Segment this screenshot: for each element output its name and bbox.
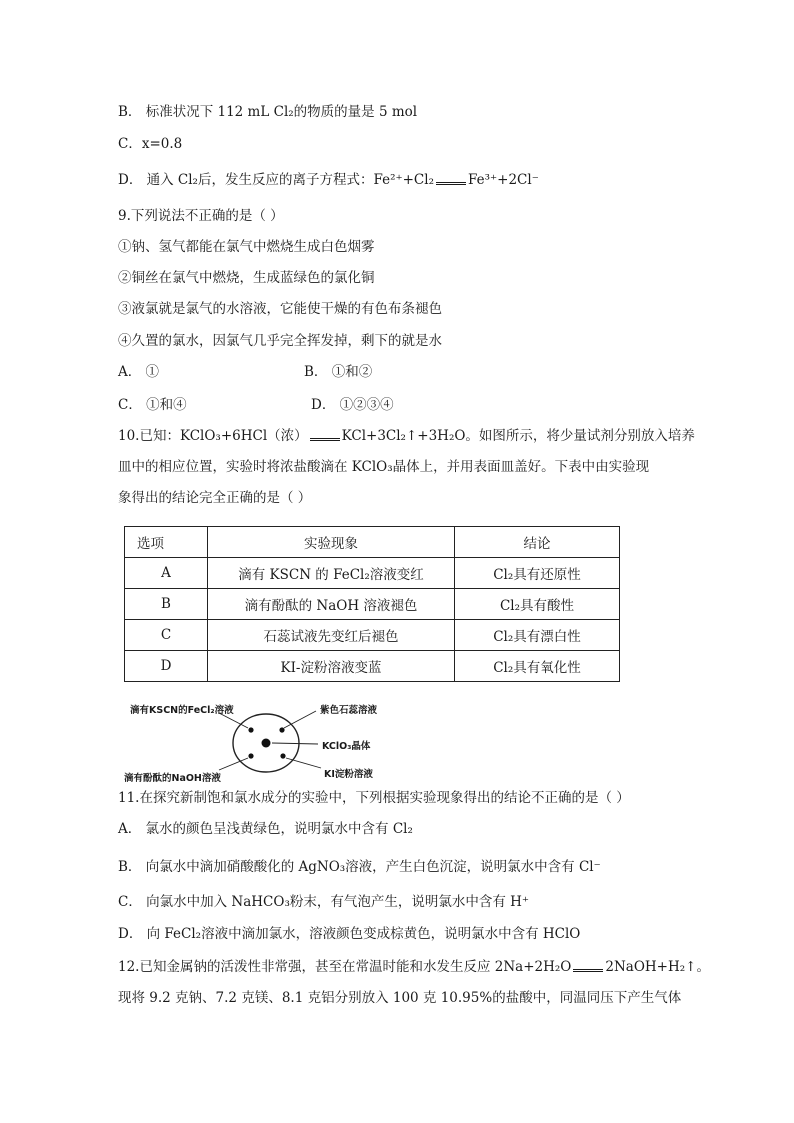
q11-option-c: C． 向氯水中加入 NaHCO₃粉末，有气泡产生，说明氯水中含有 H⁺ xyxy=(118,894,530,910)
equals-sign-icon xyxy=(573,963,603,972)
diagram-label-kscn: 滴有KSCN的FeCl₂溶液 xyxy=(130,705,234,716)
table-row xyxy=(125,589,620,620)
q9-statement-2: ②铜丝在氯气中燃烧，生成蓝绿色的氯化铜 xyxy=(118,270,375,286)
q12-equation-lhs: 12.已知金属钠的活泼性非常强，甚至在常温时能和水发生反应 2Na+2H₂O xyxy=(118,959,572,975)
table-cell: 石蕊试液先变红后褪色 xyxy=(208,620,455,651)
q8-option-d-rhs: Fe³⁺+2Cl⁻ xyxy=(468,172,539,188)
q8-option-d xyxy=(118,171,539,189)
q9-statement-3: ③液氯就是氯气的水溶液，它能使干燥的有色布条褪色 xyxy=(118,301,442,317)
q9-option-d: D． ①②③④ xyxy=(311,397,394,413)
table-cell: Cl₂具有氧化性 xyxy=(455,651,620,682)
q9-stem: 9.下列说法不正确的是（ ） xyxy=(118,208,284,224)
q8-option-c: C．x=0.8 xyxy=(118,136,183,152)
q10-equation-rhs: KCl+3Cl₂↑+3H₂O。如图所示，将少量试剂分别放入培养 xyxy=(341,428,695,444)
q8-option-d-lhs: D． 通入 Cl₂后，发生反应的离子方程式：Fe²⁺+Cl₂ xyxy=(118,172,434,188)
q9-option-b: B． ①和② xyxy=(304,364,373,380)
q12-stem-line-2: 现将 9.2 克钠、7.2 克镁、8.1 克铝分别放入 100 克 10.95%的盐酸中，同温同压下产生气体 xyxy=(118,990,682,1006)
table-row xyxy=(125,558,620,589)
q11-stem: 11.在探究新制饱和氯水成分的实验中，下列根据实验现象得出的结论不正确的是（ ） xyxy=(118,790,630,806)
q10-stem-line-1 xyxy=(118,427,695,445)
q8-option-b: B． 标准状况下 112 mL Cl₂的物质的量是 5 mol xyxy=(118,104,418,120)
table-cell: D xyxy=(125,651,208,682)
table-cell: Cl₂具有漂白性 xyxy=(455,620,620,651)
table-header-conclusion: 结论 xyxy=(455,527,620,558)
table-cell: C xyxy=(125,620,208,651)
q11-option-b: B． 向氯水中滴加硝酸酸化的 AgNO₃溶液，产生白色沉淀，说明氯水中含有 Cl⁻ xyxy=(118,859,601,875)
table-cell: Cl₂具有还原性 xyxy=(455,558,620,589)
diagram-label-naoh: 滴有酚酞的NaOH溶液 xyxy=(124,773,221,784)
equals-sign-icon xyxy=(310,432,340,441)
table-cell: A xyxy=(125,558,208,589)
q11-option-a: A． 氯水的颜色呈浅黄绿色，说明氯水中含有 Cl₂ xyxy=(118,821,413,837)
table-cell: 滴有 KSCN 的 FeCl₂溶液变红 xyxy=(208,558,455,589)
diagram-label-kclo3: KClO₃晶体 xyxy=(322,741,371,752)
diagram-label-litmus: 紫色石蕊溶液 xyxy=(320,705,378,716)
q9-statement-4: ④久置的氯水，因氯气几乎完全挥发掉，剩下的就是水 xyxy=(118,333,442,349)
table-cell: Cl₂具有酸性 xyxy=(455,589,620,620)
q10-table xyxy=(124,526,620,682)
table-cell: B xyxy=(125,589,208,620)
table-header-option: 选项 xyxy=(125,527,208,558)
equals-sign-icon xyxy=(436,176,466,185)
table-header-phenomenon: 实验现象 xyxy=(208,527,455,558)
q9-option-a: A． ① xyxy=(118,364,160,380)
table-cell: 滴有酚酞的 NaOH 溶液褪色 xyxy=(208,589,455,620)
q12-stem-line-1 xyxy=(118,958,710,976)
q10-stem-line-3: 象得出的结论完全正确的是（ ） xyxy=(118,490,312,506)
table-cell: KI-淀粉溶液变蓝 xyxy=(208,651,455,682)
q12-equation-rhs: 2NaOH+H₂↑。 xyxy=(605,959,710,975)
q10-stem-line-2: 皿中的相应位置，实验时将浓盐酸滴在 KClO₃晶体上，并用表面皿盖好。下表中由实验现 xyxy=(118,459,650,475)
table-header-row xyxy=(125,527,620,558)
petri-dish-diagram xyxy=(124,698,394,784)
q11-option-d: D． 向 FeCl₂溶液中滴加氯水，溶液颜色变成棕黄色，说明氯水中含有 HClO xyxy=(118,926,581,942)
table-row xyxy=(125,651,620,682)
q10-equation-lhs: 10.已知：KClO₃+6HCl（浓） xyxy=(118,428,308,444)
q9-option-c: C． ①和④ xyxy=(118,397,187,413)
diagram-label-ki: KI淀粉溶液 xyxy=(324,769,373,780)
q9-statement-1: ①钠、氢气都能在氯气中燃烧生成白色烟雾 xyxy=(118,239,375,255)
table-row xyxy=(125,620,620,651)
